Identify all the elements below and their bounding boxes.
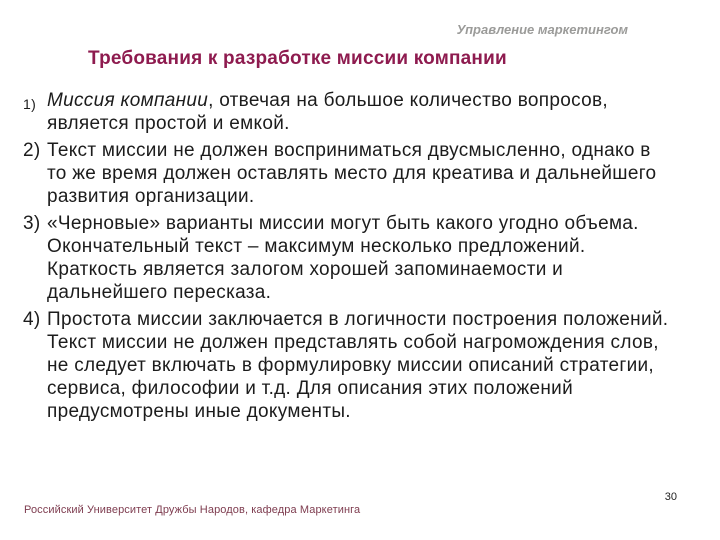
slide-body <box>23 89 714 427</box>
list-item-2 <box>23 139 714 208</box>
item-2-line-1: Текст миссии не должен восприниматься двусмысленно, однако в <box>47 140 651 161</box>
slide-title: Требования к разработке миссии компании <box>88 48 507 69</box>
item-2-line-3: развития организации. <box>47 186 255 207</box>
item-3-line-1: «Черновые» варианты миссии могут быть какого угодно объема. <box>47 213 639 234</box>
item-4-line-3: не следует включать в формулировку миссии описаний стратегии, <box>47 355 654 376</box>
item-4-line-5: предусмотрены иные документы. <box>47 401 351 422</box>
item-3-number: 3) <box>23 213 41 234</box>
item-1-line-2: является простой и емкой. <box>47 113 290 134</box>
item-2-number: 2) <box>23 140 41 161</box>
item-1-line-1 <box>47 89 714 112</box>
item-1-lead-italic: Миссия компании <box>47 90 209 111</box>
item-3-line-2: Окончательный текст – максимум несколько предложений. <box>47 236 586 257</box>
footer-credit: Российский Университет Дружбы Народов, кафедра Маркетинга <box>24 504 361 516</box>
item-4-line-2: Текст миссии не должен представлять собой нагромождения слов, <box>47 332 659 353</box>
item-1-line-1-rest: , отвечая на большое количество вопросов, <box>208 90 608 111</box>
item-4-line-1: Простота миссии заключается в логичности построения положений. <box>47 309 669 330</box>
item-3-line-4: дальнейшего пересказа. <box>47 282 272 303</box>
list-item-1 <box>23 89 714 135</box>
course-header-label: Управление маркетингом <box>456 22 628 37</box>
list-item-3 <box>23 212 714 304</box>
page-number: 30 <box>664 491 677 503</box>
item-1-number: 1) <box>23 96 37 112</box>
item-4-number: 4) <box>23 309 41 330</box>
item-4-line-4: сервиса, философии и т.д. Для описания этих положений <box>47 378 573 399</box>
item-2-line-2: то же время должен оставлять место для креатива и дальнейшего <box>47 163 657 184</box>
item-3-line-3: Краткость является залогом хорошей запоминаемости и <box>47 259 564 280</box>
list-item-4 <box>23 308 714 423</box>
